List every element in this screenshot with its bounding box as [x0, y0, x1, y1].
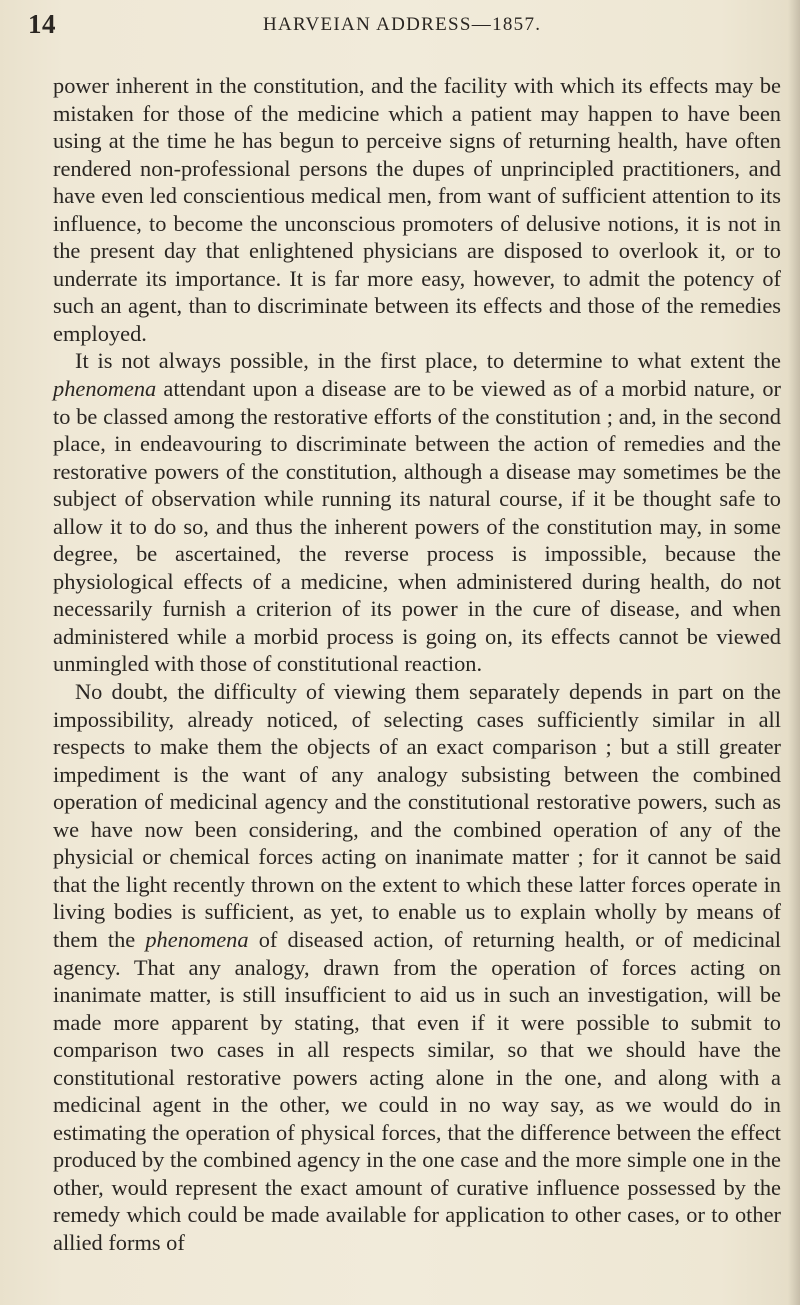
running-head: HARVEIAN ADDRESS—1857.	[263, 14, 542, 35]
body-text	[53, 72, 781, 1257]
paragraph-2-text-a: It is not always possible, in the first place, to determine to what extent the	[75, 348, 781, 374]
paragraph-2	[53, 347, 781, 678]
paragraph-3-text-b: of diseased action, of returning health, or of medicinal agency. That any analogy, drawn from the operation of forces acting on inanimate matter, is still insufficient to aid us in such an investigation, will be made more apparent by stating, that even if it were possible to submit to comparison two cases in all respects similar, so that we should have the constitutional restorative powers acting alone in the one, and along with a medicinal agent in the other, we could in no way say, as we would do in estimating the operation of physical forces, that the difference between the effect produced by the combined agency in the one case and the more simple one in the other, would represent the exact amount of curative influence possessed by the remedy which could be made available for application to other cases, or to other allied forms of	[53, 926, 781, 1255]
paragraph-1-text: power inherent in the constitution, and the facility with which its effects may be mistaken for those of the medicine which a patient may happen to have been using at the time he has begun to perceive signs of returning health, have often rendered non-professional persons the dupes of unprincipled practitioners, and have even led conscientious medical men, from want of sufficient attention to its influence, to become the unconscious promoters of delusive notions, it is not in the present day that enlightened physicians are disposed to overlook it, or to underrate its importance. It is far more easy, however, to admit the potency of such an agent, than to discriminate between its effects and those of the remedies employed.	[53, 73, 781, 346]
page-header	[28, 4, 768, 44]
paragraph-2-italic: phenomena	[53, 376, 157, 402]
page-number: 14	[28, 9, 56, 39]
paragraph-2-text-b: attendant upon a disease are to be viewed as of a morbid nature, or to be classed among the restorative efforts of the constitution ; and, in the second place, in endeavouring to discriminate between the action of remedies and the restorative powers of the constitution, although a disease may sometimes be the subject of observation while running its natural course, if it be thought safe to allow it to do so, and thus the inherent powers of the constitution may, in some degree, be ascertained, the reverse process is impossible, because the physiological effects of a medicine, when administered during health, do not necessarily furnish a criterion of its power in the cure of disease, and when administered while a morbid process is going on, its effects cannot be viewed unmingled with those of constitutional reaction.	[53, 376, 781, 677]
paragraph-3-italic: phenomena	[145, 926, 249, 952]
paragraph-3	[53, 678, 781, 1256]
paragraph-3-text-a: No doubt, the difficulty of viewing them separately depends in part on the impossibility, already noticed, of selecting cases sufficiently similar in all respects to make them the objects of an exact comparison ; but a still greater impediment is the want of any analogy subsisting between the combined operation of medicinal agency and the constitutional restorative powers, such as we have now been considering, and the combined operation of any of the physicial or chemical forces acting on inanimate matter ; for it cannot be said that the light recently thrown on the extent to which these latter forces operate in living bodies is sufficient, as yet, to enable us to explain wholly by means of them the	[53, 679, 781, 952]
page-edge-shadow	[788, 0, 800, 1305]
paragraph-1	[53, 72, 781, 347]
